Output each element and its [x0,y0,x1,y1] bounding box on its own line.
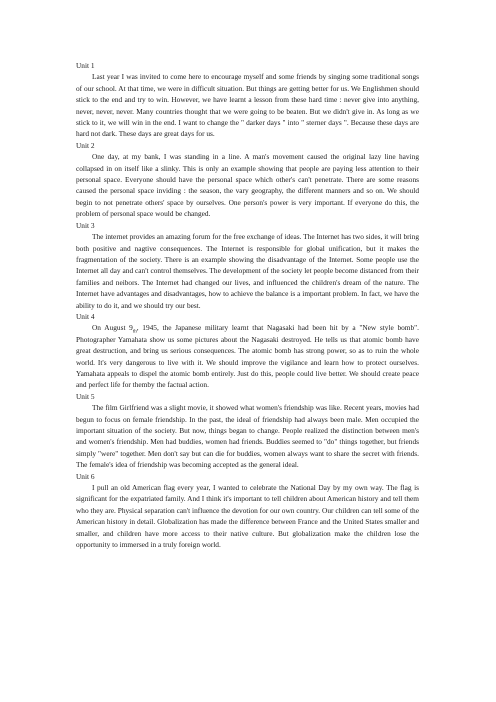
ordinal-suffix: th [132,329,137,335]
unit-title: Unit 6 [76,471,95,481]
document-page [76,60,419,550]
unit-paragraph: The film Girlfriend was a slight movie, it showed what women's friendship was like. Recent years, movies had begun to focus on female friendship. In the past, the ideal of friendship had always been male. Men occupied the important situation of the society. But now, things began to change. People realized the distinction between men's and women's friendship. Men had buddies, women had friends. Buddies seemed to "do" things together, but friends simply "were" together. Men don't say but can die for buddies, women always want to share the secret with friends. The female's idea of friendship was becoming accepted as the general ideal. [76,403,419,470]
paragraph-text-rest: , 1945, the Japanese military learnt that Nagasaki had been hit by a "New style bomb". Photographer Yamahata show us some pictures about the Nagasaki destroyed. He tells us that atomic bomb have great destruction, and bring us serious consequences. The atomic bomb has strong power, so as to ruin the whole world. It's very dangerous to live with it. We should improve the vigilance and learn how to protect ourselves. Yamahata appeals to dispel the atomic bomb entirely. Just do this, people could live better. We should create peace and perfect life for themby the factual action. [76,323,420,390]
unit-3 [76,220,419,311]
unit-title: Unit 2 [76,140,95,150]
unit-1 [76,60,419,140]
unit-paragraph: The internet provides an amazing forum for the free exchange of ideas. The Internet has two sides, it will bring both positive and nagtive consequences. The Internet is responsible for global unification, but it makes the fragmentation of the society. There is an example showing the disadvantage of the Internet. Some people use the Internet all day and can't control themselves. The development of the society let people become distanced from their families and neibors. The Internet had changed our lives, and influenced the children's dream of the nature. The Internet have advantages and disadvantages, how to achieve the balance is a important problem. In fact, we have the ability to do it, and we should try our best. [76,232,419,310]
paragraph-text-start: On August 9 [92,323,133,333]
unit-title: Unit 3 [76,220,95,230]
unit-title: Unit 1 [76,61,95,70]
unit-4 [76,311,419,391]
unit-6 [76,471,419,551]
unit-paragraph [76,322,419,390]
unit-2 [76,140,419,220]
unit-paragraph: I pull an old American flag every year, I wanted to celebrate the National Day by my own way. The flag is significant for the expatriated family. And I think it's important to tell children about American history and tell them who they are. Physical separation can't influence the devotion for our own country. Our children can tell some of the American history in detail. Globalization has made the difference between France and the United States smaller and smaller, and children have more access to their native culture. But globalization make the children lose the opportunity to immersed in a truly foreign world. [76,483,419,550]
unit-title: Unit 4 [76,311,95,321]
unit-paragraph: Last year I was invited to come here to encourage myself and some friends by singing some traditional songs of our school. At that time, we were in difficult situation. But things are getting better for us. We Englishmen should stick to the end and try to win. However, we have learnt a lesson from these hard time : never give into anything, never, never, never. Many countries thought that we were going to be beaten. But we didn't give in. As long as we stick to it, we will win in the end. I want to change the " darker days " into " sterner days ". Because these days are hard not dark. These days are great days for us. [76,72,419,139]
unit-title: Unit 5 [76,391,95,401]
unit-paragraph: One day, at my bank, I was standing in a line. A man's movement caused the original lazy line having collapsed in on itself like a slinky. This is only an example showing that people are paying less attention to their personal space. Everyone should have the personal space which other's can't penetrate. There are some reasons caused the personal space inviding : the season, the vary geography, the different manners and so on. We should begin to not penetrate others' space by ourselves. One person's power is very important. If everyone do this, the problem of personal space would be changed. [76,152,419,219]
unit-5 [76,391,419,471]
